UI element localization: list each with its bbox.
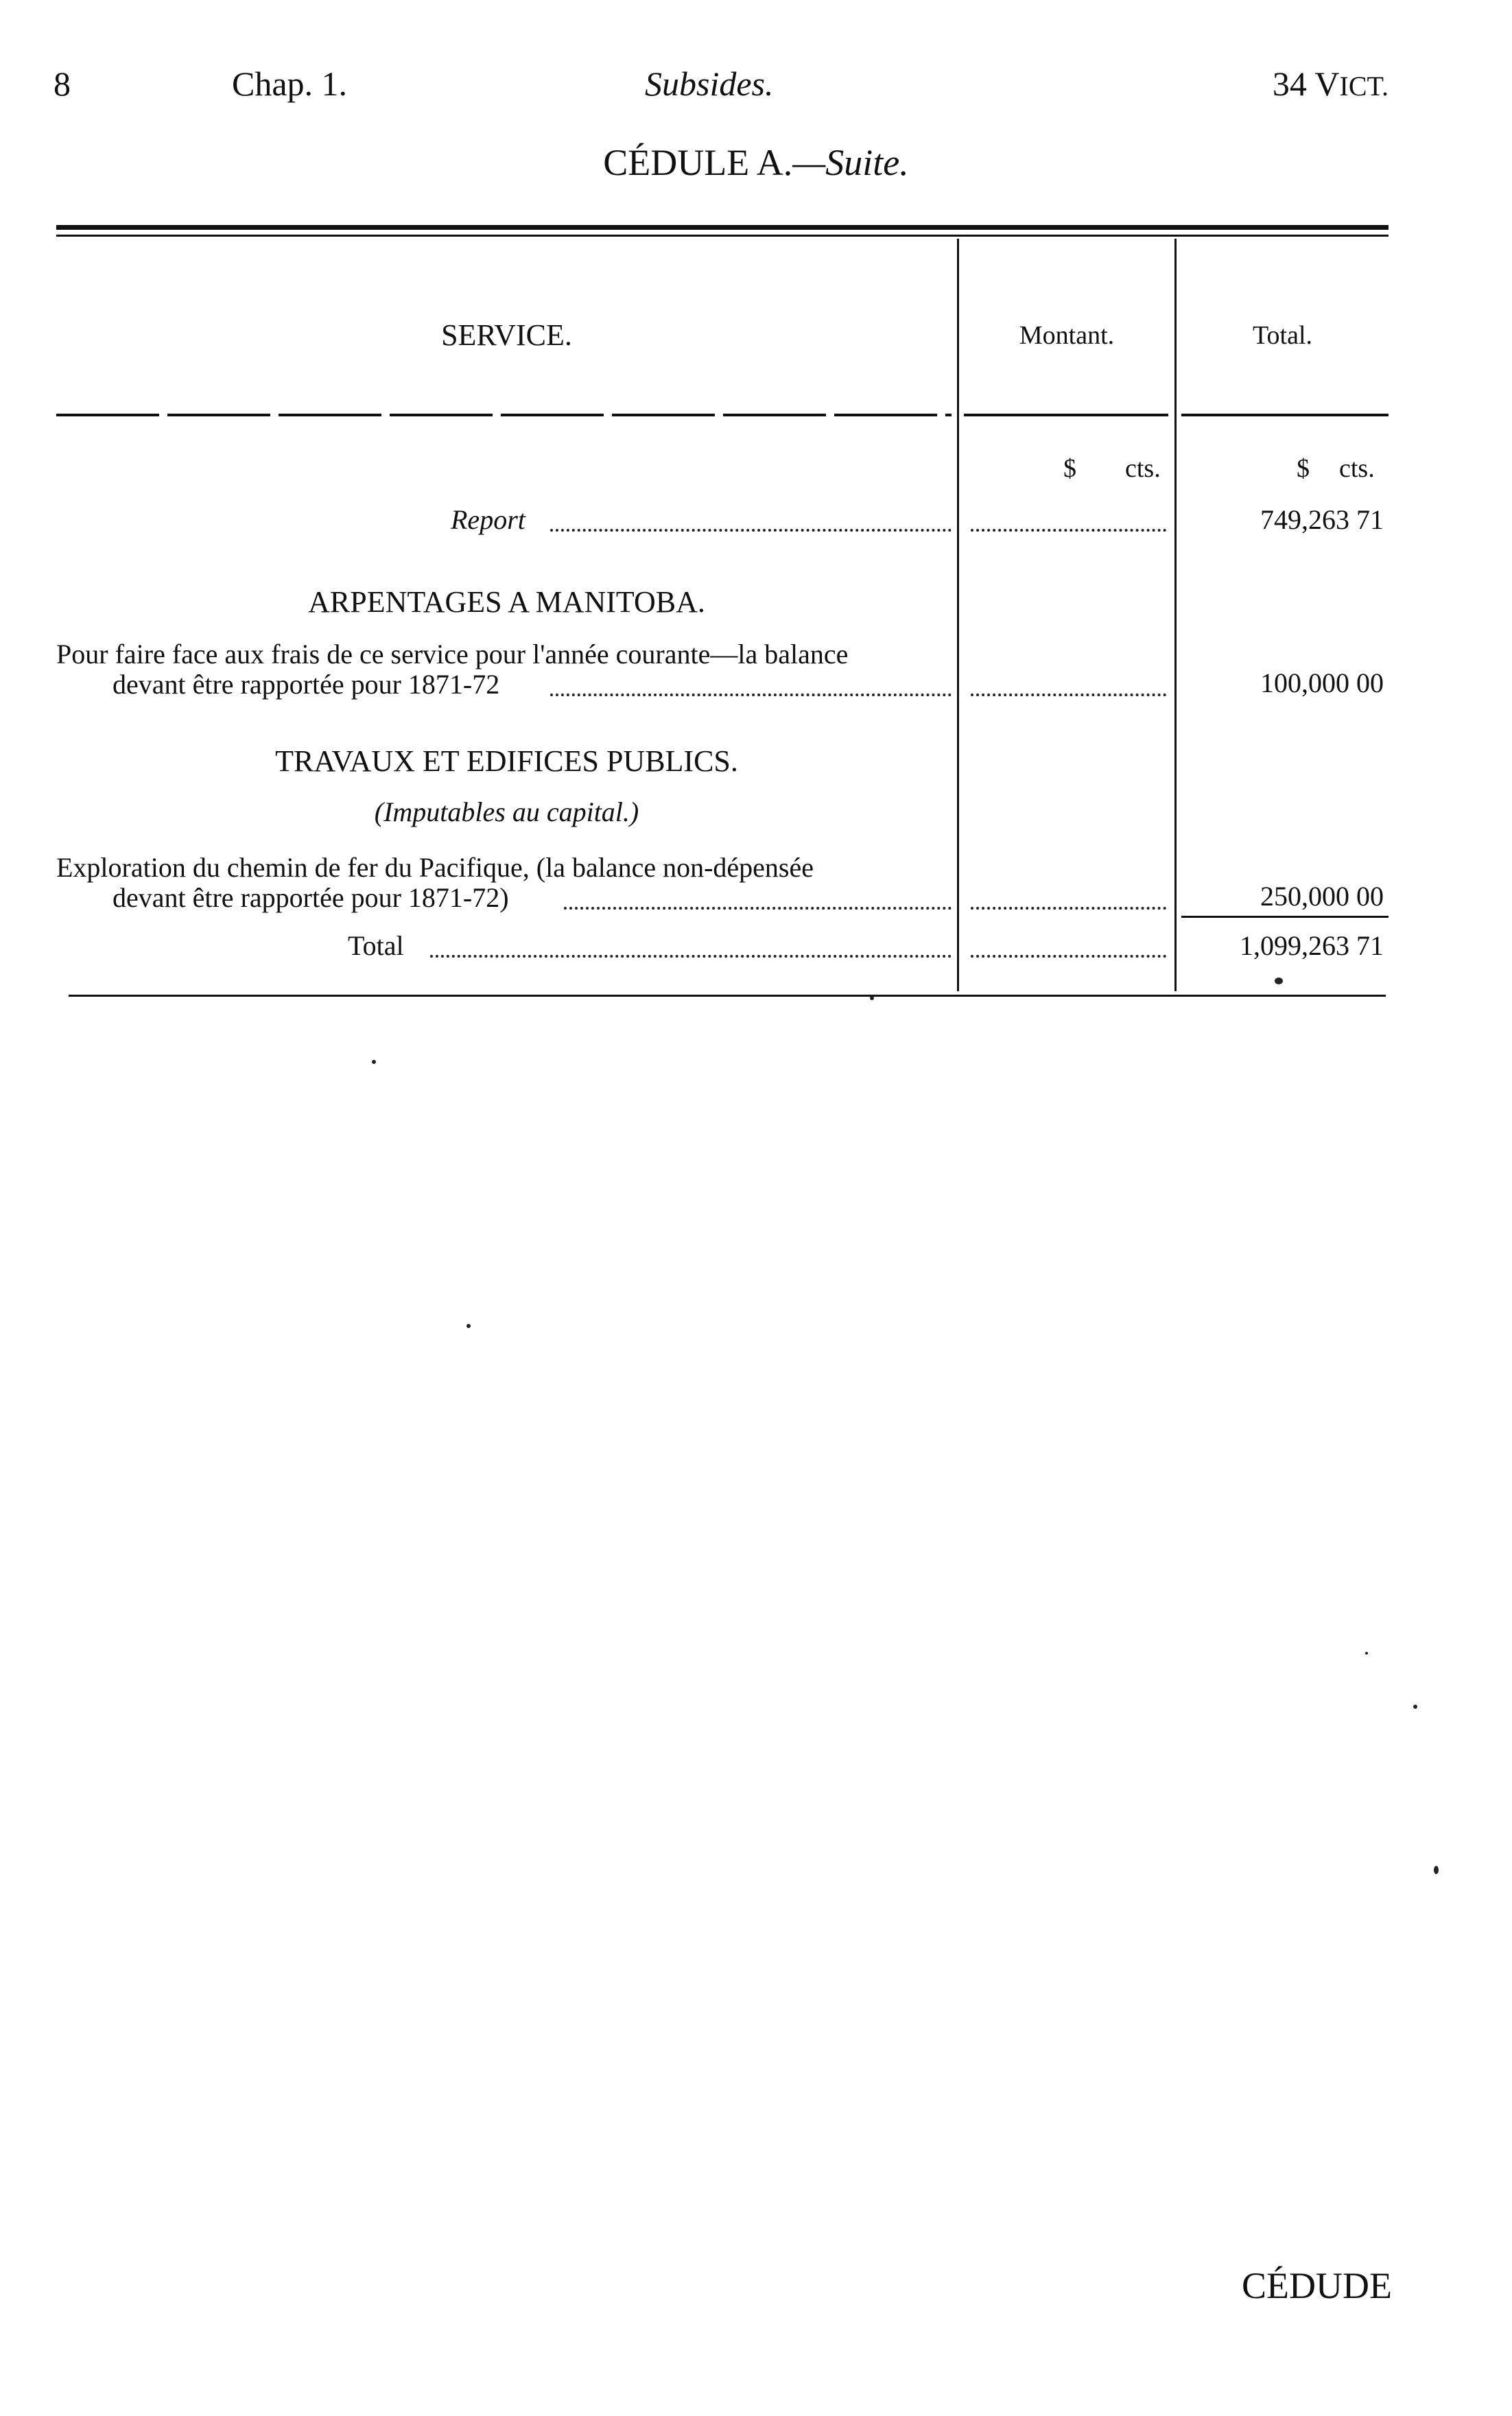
regnal-year-number: 34 — [1272, 64, 1307, 103]
section-total-value: 250,000 00 — [1260, 881, 1384, 912]
grand-total-leader-dots — [430, 955, 952, 958]
total-cents-unit: cts. — [1339, 454, 1375, 483]
grand-total-value: 1,099,263 71 — [1240, 930, 1384, 961]
schedule-title — [0, 141, 1512, 185]
column-header-total: Total. — [1252, 321, 1313, 350]
section-subheading-capital: (Imputables au capital.) — [374, 796, 639, 827]
catchword-text: CÉDUDE — [1242, 2265, 1392, 2306]
scan-speck — [1434, 1866, 1439, 1874]
section-amount-dots — [971, 907, 1166, 910]
section-item-text-line1: Exploration du chemin de fer du Pacifique, (la balance non-dépensée — [56, 852, 814, 883]
total-dollar-unit: $ — [1297, 454, 1310, 483]
chapter-label: Chap. 1. — [232, 64, 348, 103]
amount-dollar-unit: $ — [1063, 454, 1076, 483]
table-bottom-rule — [69, 995, 1386, 997]
grand-total-row — [56, 931, 955, 964]
page-number: 8 — [54, 64, 71, 103]
section-heading-manitoba: ARPENTAGES A MANITOBA. — [308, 585, 705, 619]
regnal-year — [1273, 63, 1389, 107]
section-item-text-line2-label: devant être rapportée pour 1871-72 — [113, 669, 500, 700]
regnal-small-caps: ICT. — [1339, 71, 1389, 102]
section-item-text-line2 — [56, 670, 955, 702]
report-label: Report — [451, 504, 525, 535]
scan-speck — [466, 1324, 471, 1328]
table-top-rule-thin — [56, 235, 1389, 237]
header-separator-amount — [964, 414, 1168, 416]
report-total-value: 749,263 71 — [1260, 504, 1384, 535]
subject-title: Subsides. — [645, 64, 774, 103]
report-amount-dots — [971, 529, 1166, 532]
section-item-text-line2 — [56, 883, 955, 916]
scan-speck — [1413, 1705, 1417, 1709]
amount-cents-unit: cts. — [1125, 454, 1161, 483]
scan-speck — [1275, 978, 1283, 984]
section-item-leader-dots — [550, 694, 952, 696]
scan-speck — [1365, 1652, 1368, 1655]
section-item-leader-dots — [564, 907, 952, 910]
section-heading-travaux: TRAVAUX ET EDIFICES PUBLICS. — [275, 744, 738, 778]
header-separator-total — [1181, 414, 1389, 416]
scan-speck — [870, 996, 874, 1000]
grand-total-label: Total — [348, 930, 404, 961]
grand-total-amount-dots — [971, 955, 1166, 958]
regnal-initial: V — [1314, 64, 1340, 103]
schedule-title-main: CÉDULE A. — [603, 142, 793, 183]
total-sum-rule — [1181, 916, 1389, 918]
section-amount-dots — [971, 694, 1166, 696]
scan-speck — [372, 1060, 376, 1064]
schedule-title-continued: —Suite. — [792, 142, 909, 183]
header-separator-service — [56, 414, 952, 416]
table-top-rule-thick — [56, 225, 1389, 230]
section-total-value: 100,000 00 — [1260, 667, 1384, 698]
report-row — [56, 505, 955, 538]
column-divider-right — [1174, 239, 1177, 991]
section-item-text-line2-label: devant être rapportée pour 1871-72) — [113, 882, 509, 913]
column-divider-left — [957, 239, 959, 991]
column-header-amount: Montant. — [1019, 321, 1115, 350]
section-item-text-line1: Pour faire face aux frais de ce service pour l'année courante—la balance — [56, 639, 849, 670]
report-leader-dots — [550, 529, 952, 532]
column-header-service: SERVICE. — [441, 318, 572, 352]
